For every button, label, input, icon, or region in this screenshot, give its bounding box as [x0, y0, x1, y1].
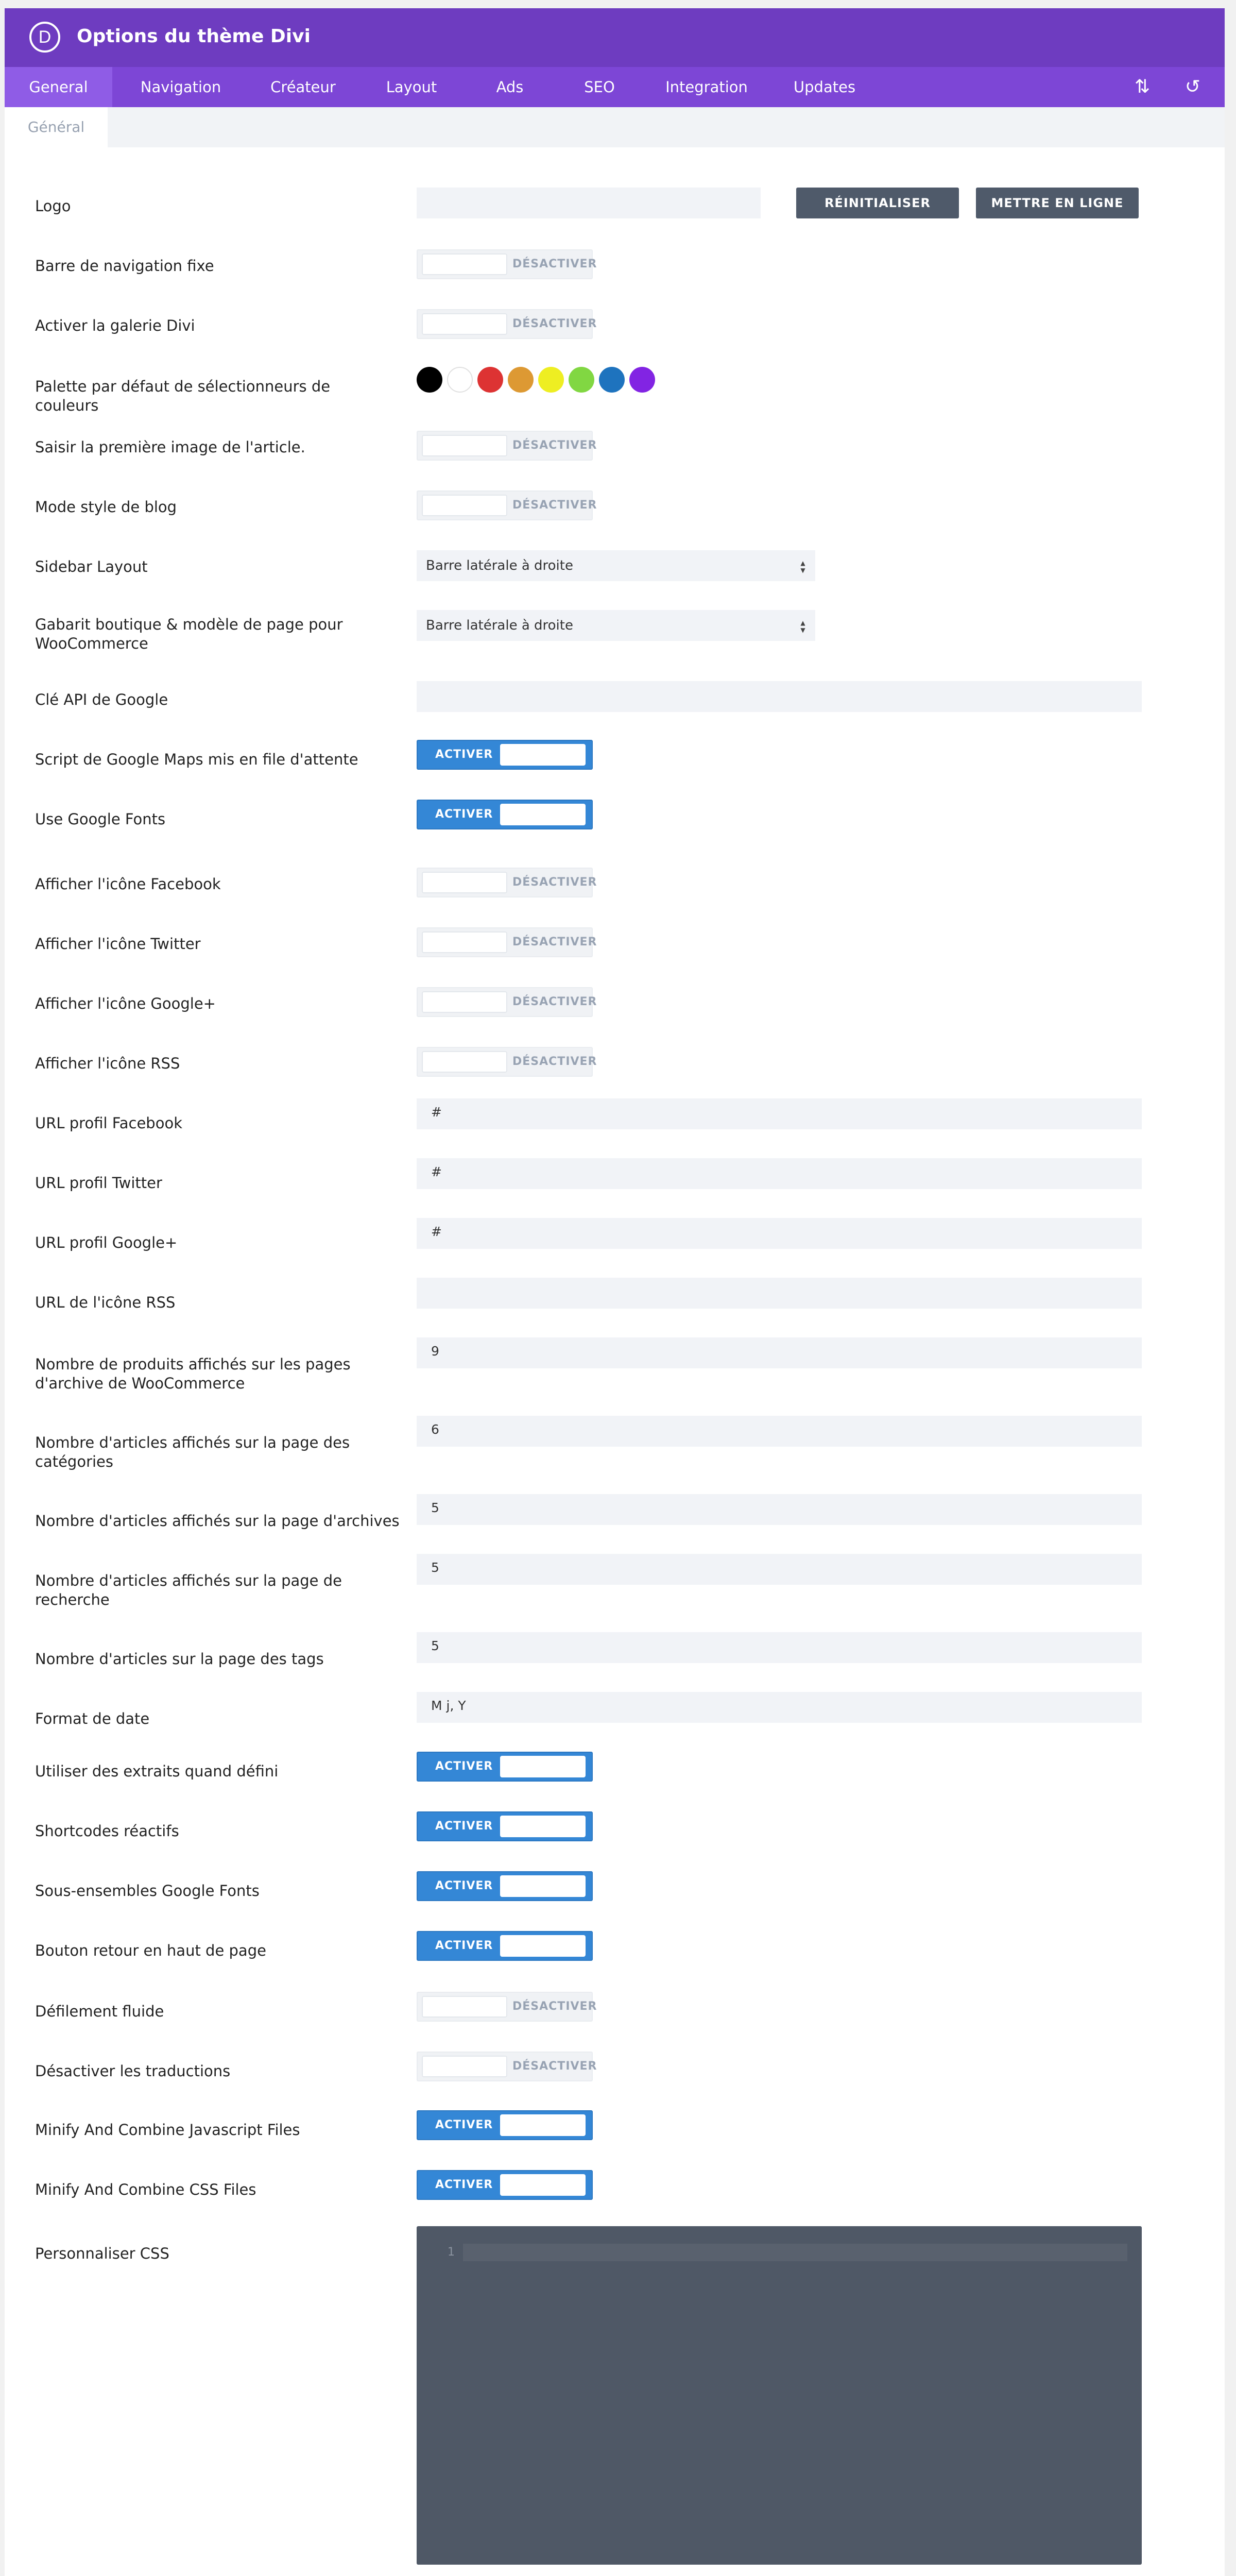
field-label: Minify And Combine Javascript Files [35, 2121, 300, 2139]
field-label: Mode style de blog [35, 498, 177, 516]
row-date-format [5, 1692, 1225, 1752]
color-swatch[interactable] [477, 367, 503, 393]
facebook-icon-toggle[interactable] [417, 868, 597, 897]
custom-css-editor[interactable] [417, 2226, 1142, 2565]
blog-style-toggle[interactable] [417, 490, 597, 520]
row-search-posts [5, 1554, 1225, 1631]
back-to-top-toggle[interactable] [417, 1931, 593, 1961]
field-label: Nombre d'articles affichés sur la page des catégories [35, 1434, 350, 1470]
row-googleplus-url [5, 1218, 1225, 1278]
fixed-nav-toggle[interactable] [417, 249, 597, 279]
row-facebook-url [5, 1098, 1225, 1158]
field-label: URL de l'icône RSS [35, 1294, 176, 1311]
minify-js-toggle[interactable] [417, 2110, 593, 2140]
twitter-url-input[interactable]: # [417, 1158, 1142, 1189]
divi-gallery-toggle[interactable] [417, 309, 597, 339]
toggle-knob [422, 1051, 507, 1073]
toggle-state-label: ACTIVER [435, 1879, 493, 1892]
select-arrows-icon: ▲▼ [799, 560, 806, 574]
facebook-url-input[interactable]: # [417, 1098, 1142, 1129]
row-googleplus-icon [5, 987, 1225, 1047]
field-label: Afficher l'icône Twitter [35, 935, 201, 953]
row-smooth-scroll [5, 1992, 1225, 2052]
row-logo [5, 188, 1225, 247]
tab-updates[interactable]: Updates [793, 78, 856, 96]
toggle-knob [500, 744, 586, 766]
field-label: Nombre d'articles affichés sur la page d'archives [35, 1512, 400, 1530]
field-label: URL profil Twitter [35, 1174, 162, 1192]
field-label: Logo [35, 197, 71, 215]
tab-seo[interactable]: SEO [584, 78, 615, 96]
toggle-state-label: ACTIVER [435, 1760, 493, 1773]
field-label: Use Google Fonts [35, 810, 166, 828]
toggle-knob [422, 872, 507, 893]
main-tabs [5, 67, 1225, 107]
field-label: Afficher l'icône RSS [35, 1055, 180, 1072]
toggle-knob [500, 1935, 586, 1957]
field-label: Nombre d'articles sur la page des tags [35, 1650, 324, 1668]
tab-layout[interactable]: Layout [386, 78, 437, 96]
toggle-state-label: ACTIVER [435, 1939, 493, 1952]
first-image-toggle[interactable] [417, 431, 597, 461]
field-label: Nombre de produits affichés sur les pages d'archive de WooCommerce [35, 1355, 351, 1392]
sidebar-layout-select[interactable] [417, 550, 815, 581]
row-twitter-url [5, 1158, 1225, 1218]
field-label: Bouton retour en haut de page [35, 1942, 266, 1959]
sort-arrows-icon[interactable]: ⇅ [1134, 76, 1151, 97]
tag-posts-input[interactable]: 5 [417, 1632, 1142, 1663]
field-label: Barre de navigation fixe [35, 257, 214, 275]
color-swatch[interactable] [417, 367, 442, 393]
google-api-key-input[interactable] [417, 681, 1142, 712]
subtab-general[interactable]: Général [5, 107, 108, 147]
toggle-state-label: ACTIVER [435, 2119, 493, 2131]
theme-options-panel [5, 8, 1225, 2576]
field-label: Saisir la première image de l'article. [35, 438, 305, 456]
toggle-knob [500, 1875, 586, 1897]
field-label: Nombre d'articles affichés sur la page de recherche [35, 1572, 342, 1608]
field-label: Sous-ensembles Google Fonts [35, 1882, 260, 1900]
field-label: Afficher l'icône Google+ [35, 995, 216, 1012]
field-label: Désactiver les traductions [35, 2062, 231, 2080]
row-divi-gallery [5, 309, 1225, 369]
toggle-knob [500, 2114, 586, 2136]
select-value: Barre latérale à droite [426, 618, 573, 633]
toggle-state-label: DÉSACTIVER [512, 936, 597, 948]
smooth-scroll-toggle[interactable] [417, 1992, 597, 2022]
row-sidebar-layout [5, 550, 1225, 610]
tab-integration[interactable]: Integration [665, 78, 748, 96]
row-back-to-top [5, 1931, 1225, 1991]
row-rss-icon [5, 1047, 1225, 1107]
line-number: 1 [448, 2246, 455, 2259]
field-label: Clé API de Google [35, 691, 168, 708]
toggle-state-label: ACTIVER [435, 808, 493, 821]
toggle-state-label: DÉSACTIVER [512, 1055, 597, 1068]
sub-tabs [5, 107, 1225, 147]
woo-products-input[interactable]: 9 [417, 1337, 1142, 1368]
google-fonts-toggle[interactable] [417, 800, 593, 829]
row-rss-url [5, 1278, 1225, 1337]
row-twitter-icon [5, 927, 1225, 987]
tab-ads[interactable]: Ads [496, 78, 524, 96]
row-use-excerpts [5, 1752, 1225, 1811]
field-label: Script de Google Maps mis en file d'attente [35, 751, 358, 768]
active-line [463, 2244, 1127, 2261]
toggle-knob [500, 1816, 586, 1837]
use-excerpts-toggle[interactable] [417, 1752, 593, 1782]
logo-url-input[interactable] [417, 188, 761, 218]
row-category-posts [5, 1416, 1225, 1493]
toggle-state-label: DÉSACTIVER [512, 499, 597, 512]
toggle-knob [422, 931, 507, 953]
toggle-state-label: ACTIVER [435, 1820, 493, 1833]
twitter-icon-toggle[interactable] [417, 927, 597, 957]
select-value: Barre latérale à droite [426, 558, 573, 573]
toggle-knob [422, 313, 507, 335]
tab-general[interactable]: General [5, 67, 112, 107]
toggle-state-label: DÉSACTIVER [512, 439, 597, 452]
row-first-image [5, 431, 1225, 490]
tab-navigation[interactable]: Navigation [140, 78, 221, 96]
color-swatch[interactable] [508, 367, 534, 393]
google-maps-script-toggle[interactable] [417, 740, 593, 770]
field-label: URL profil Facebook [35, 1114, 182, 1132]
row-facebook-icon [5, 868, 1225, 927]
toggle-state-label: ACTIVER [435, 748, 493, 761]
toggle-knob [422, 435, 507, 456]
field-label: Défilement fluide [35, 2003, 164, 2020]
minify-css-toggle[interactable] [417, 2170, 593, 2200]
googleplus-url-input[interactable]: # [417, 1218, 1142, 1249]
row-responsive-shortcodes [5, 1811, 1225, 1871]
google-fonts-subsets-toggle[interactable] [417, 1871, 593, 1901]
row-minify-css [5, 2170, 1225, 2230]
field-label: Minify And Combine CSS Files [35, 2181, 256, 2198]
row-minify-js [5, 2110, 1225, 2170]
row-archive-posts [5, 1494, 1225, 1554]
upload-button[interactable]: METTRE EN LIGNE [976, 188, 1139, 218]
field-label: Utiliser des extraits quand défini [35, 1762, 279, 1780]
row-fixed-nav [5, 249, 1225, 309]
panel-header [5, 8, 1225, 67]
rss-icon-toggle[interactable] [417, 1047, 597, 1077]
toggle-state-label: DÉSACTIVER [512, 2000, 597, 2013]
googleplus-icon-toggle[interactable] [417, 987, 597, 1017]
color-swatch[interactable] [538, 367, 564, 393]
toggle-knob [422, 2056, 507, 2077]
color-swatch[interactable] [569, 367, 594, 393]
toggle-state-label: DÉSACTIVER [512, 258, 597, 270]
archive-posts-input[interactable]: 5 [417, 1494, 1142, 1525]
field-label: Format de date [35, 1710, 150, 1727]
toggle-knob [500, 804, 586, 825]
toggle-knob [422, 253, 507, 275]
date-format-input[interactable]: M j, Y [417, 1692, 1142, 1723]
toggle-state-label: DÉSACTIVER [512, 876, 597, 889]
color-swatch[interactable] [447, 367, 473, 393]
toggle-knob [500, 1756, 586, 1777]
toggle-state-label: DÉSACTIVER [512, 995, 597, 1008]
custom-css-label: Personnaliser CSS [35, 2245, 169, 2262]
field-label: Palette par défaut de sélectionneurs de couleurs [35, 378, 331, 414]
search-posts-input[interactable]: 5 [417, 1554, 1142, 1585]
select-arrows-icon: ▲▼ [799, 619, 806, 634]
field-label: Sidebar Layout [35, 558, 148, 575]
disable-translations-toggle[interactable] [417, 2052, 597, 2081]
category-posts-input[interactable]: 6 [417, 1416, 1142, 1447]
undo-icon[interactable]: ↺ [1184, 76, 1201, 97]
field-label: Shortcodes réactifs [35, 1822, 179, 1840]
toggle-knob [422, 495, 507, 516]
field-label: Gabarit boutique & modèle de page pour WooCommerce [35, 616, 343, 652]
woo-layout-select[interactable] [417, 610, 815, 641]
field-label: Activer la galerie Divi [35, 317, 195, 334]
row-woo-products [5, 1337, 1225, 1415]
tab-builder[interactable]: Créateur [270, 78, 336, 96]
toggle-state-label: DÉSACTIVER [512, 2060, 597, 2073]
row-google-fonts [5, 800, 1225, 859]
row-blog-style [5, 490, 1225, 550]
row-google-api-key [5, 681, 1225, 741]
toggle-knob [422, 1996, 507, 2018]
row-google-maps-script [5, 740, 1225, 800]
toggle-state-label: DÉSACTIVER [512, 317, 597, 330]
row-disable-translations [5, 2052, 1225, 2111]
responsive-shortcodes-toggle[interactable] [417, 1811, 593, 1841]
field-label: URL profil Google+ [35, 1234, 178, 1251]
row-tag-posts [5, 1632, 1225, 1692]
row-woo-layout [5, 610, 1225, 670]
row-google-fonts-subsets [5, 1871, 1225, 1931]
rss-url-input[interactable] [417, 1278, 1142, 1309]
field-label: Afficher l'icône Facebook [35, 875, 221, 893]
color-swatch[interactable] [629, 367, 655, 393]
divi-logo: D [29, 22, 60, 53]
reset-button[interactable]: RÉINITIALISER [796, 188, 959, 218]
color-swatch[interactable] [599, 367, 625, 393]
page-title: Options du thème Divi [77, 26, 311, 47]
toggle-knob [500, 2174, 586, 2196]
row-color-palette [5, 367, 1225, 427]
toggle-knob [422, 991, 507, 1013]
toggle-state-label: ACTIVER [435, 2178, 493, 2191]
